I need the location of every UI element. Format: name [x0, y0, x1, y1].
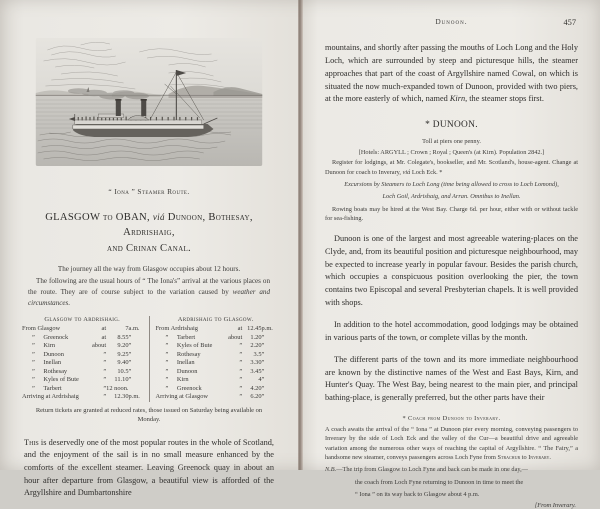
timetable-prefix: ”: [239, 384, 243, 392]
timetable-row: [156, 368, 277, 377]
timetable-time: 12.45: [247, 325, 262, 333]
timetable-row: [22, 325, 143, 334]
timetable-place: From Ardrishaig: [155, 325, 198, 333]
title-part-a: GLASGOW to OBAN,: [45, 212, 153, 223]
timetable-row: [22, 359, 143, 368]
timetable-row: [22, 385, 143, 394]
toll-note: Toll at piers one penny.: [422, 138, 481, 146]
paragraph-town-parts: The different parts of the town and its more immediate neighbourhood are known by the distinctive names of the West and East Bays, Kirn, and Hunter's Quay. The West Bay, being nearest to the main pier, and principal bathing-place, is generally preferred, but the other parts have their: [325, 354, 578, 403]
timetable-meridiem: ”: [261, 333, 265, 341]
section-heading-dunoon: * DUNOON.: [425, 120, 478, 131]
timetable-place: ” Kyles of Bute: [165, 342, 213, 350]
timetable-time: 1.20: [250, 333, 262, 341]
timetable-meridiem: ”: [261, 393, 265, 401]
timetable-meridiem: ”: [261, 384, 265, 392]
timetable-time: 4: [258, 376, 262, 384]
timetable-time: 6.20: [250, 393, 262, 401]
page-title: [28, 210, 270, 241]
timetable-time: 9.20: [117, 342, 129, 350]
left-body-text: is deservedly one of the most popular routes in the whole of Scotland, and the enjoyment of the sail is in no small measure enhanced by the comforts of the excellent steamer. Leaving Greenock quay in about an hour after departure from Glasgow, a beautiful view is afforded of the Argyllshire and Dumbartonshire: [24, 437, 274, 498]
timetable-place: From Glasgow: [22, 325, 61, 333]
timetable-prefix: ”: [103, 376, 107, 384]
page-number: 457: [563, 18, 576, 27]
timetable-place: Arriving at Ardrishaig: [22, 393, 79, 401]
paragraph-continuation-b: , the steamer stops first.: [465, 94, 544, 104]
timetable-meridiem: ”: [261, 342, 265, 350]
timetable-meridiem: ”: [261, 350, 265, 358]
nb-label: N.B.: [325, 466, 337, 474]
footnote-nb-line2: the coach from Loch Fyne returning to Dunoon in time to meet the: [355, 478, 524, 486]
timetable-outbound-heading: Glasgow to Ardrishaig.: [44, 316, 121, 324]
timetable-prefix: at: [237, 325, 243, 333]
rowing-boats-note: Rowing boats may be hired at the West Bay. Charge 6d. per hour, either with or without tackle for sea-fishing.: [325, 205, 578, 223]
timetable-time: 7: [125, 325, 129, 333]
register-text: Register for lodgings, at Mr. Colegate's, bookseller, and Mr. Scotland's, house-agent. Change at Dunoon for coach to Inverary,: [325, 159, 578, 176]
timetable-time: 11.10: [114, 376, 129, 384]
hotels-population-note: [Hotels: ARGYLL ; Crown ; Royal ; Queen's (at Kirn). Population 2842.]: [358, 148, 545, 156]
timetable-row: [156, 385, 277, 394]
paragraph-dunoon-description: Dunoon is one of the largest and most agreeable watering-places on the Clyde, and, from its beautiful position and picturesque neighbourhood, may be expected to increase yearly in popular favour. Besides the parish church, which occupies a conspicuous position overlooking the pier, the town contains two Episcopal and several Presbyterian chapels. It is well provided with shops.: [325, 233, 578, 308]
timetable-return-table: [156, 325, 277, 402]
timetable-place: ” Dunoon: [32, 350, 64, 358]
timetable-prefix: ”: [103, 350, 107, 358]
timetable-prefix: ”: [239, 350, 243, 358]
timetable-meridiem: ”: [261, 367, 265, 375]
register-via: viá: [402, 168, 411, 176]
timetable-place: ” Greenock: [165, 384, 202, 392]
timetable-place: ” Greenock: [32, 333, 69, 341]
timetable-row: [22, 368, 143, 377]
timetable-time: 9.25: [117, 350, 129, 358]
left-page: [0, 0, 298, 498]
timetable-time: 12.30: [114, 393, 129, 401]
timetable-prefix: ”: [239, 393, 243, 401]
timetable-meridiem: [129, 385, 143, 394]
timetable-time: 4.20: [250, 384, 262, 392]
return-tickets-note: Return tickets are granted at reduced rates, those issued on Saturday being available on Monday.: [35, 406, 263, 424]
timetable-row: [22, 393, 143, 402]
timetable-row: [22, 376, 143, 385]
timetable-meridiem: ”: [261, 359, 265, 367]
excursions-note-line2: Loch Goil, Ardrishaig, and Arran. Omnibus to Inellan.: [382, 193, 521, 201]
timetable-meridiem: p.m.: [261, 325, 273, 333]
engraving-svg: [22, 32, 276, 177]
timetable-prefix: ”: [239, 342, 243, 350]
timetable-row: [156, 359, 277, 368]
paragraph-continuation-a: mountains, and shortly after passing the mouths of Loch Long and the Holy Loch, which are surrounded by steep and picturesque hills, the steamer approaches that part of the coast of Argyllshire named Cowal, on which is situated the now much-expanded town of Dunoon, provided with two piers, at the more easterly of which, named: [325, 43, 578, 104]
timetable: [22, 316, 276, 402]
timetable-place: ” Tarbert: [32, 384, 62, 392]
timetable-meridiem: a.m.: [128, 325, 140, 333]
timetable-place: ” Inellan: [165, 359, 195, 367]
timetable-meridiem: ”: [128, 376, 132, 384]
timetable-time: 10.5: [117, 367, 129, 375]
timetable-prefix: ”: [239, 376, 243, 384]
timetable-return-body: [156, 325, 277, 402]
timetable-row: [22, 342, 143, 351]
timetable-time: 2.20: [250, 342, 262, 350]
timetable-place: ” Tarbert: [165, 333, 196, 341]
register-lodgings-note: [325, 158, 578, 177]
left-body-paragraph: [24, 437, 274, 500]
timetable-meridiem: ”: [128, 367, 132, 375]
timetable-row: [156, 376, 277, 385]
timetable-meridiem: ”: [128, 342, 132, 350]
footnote-place-inverary: Inverary: [528, 454, 550, 462]
paragraph-continuation: [325, 42, 578, 106]
timetable-prefix: at: [101, 333, 107, 341]
nb-text: —The trip from Glasgow to Loch Fyne and back can be made in one day,—: [336, 466, 528, 474]
timetable-place: ” Dunoon: [165, 367, 198, 375]
place-name-kirn: Kirn: [449, 94, 466, 104]
footnote-heading: * Coach from Dunoon to Inverary.: [402, 415, 501, 423]
title-part-b: Dunoon, Bothesay, Ardrishaig,: [123, 212, 253, 239]
timetable-prefix: ”: [103, 359, 107, 367]
footnote-source: [From Inverary.: [534, 502, 576, 509]
journey-note-text: The following are the usual hours of “ The Iona's” arrival at the various places on the route. They are of course subject to the variation caused by: [28, 277, 270, 296]
timetable-time: 9.40: [117, 359, 129, 367]
timetable-row: [156, 393, 277, 402]
register-end: Loch Eck. *: [410, 168, 443, 176]
journey-note-italic: weather and circumstances.: [28, 288, 270, 307]
timetable-prefix: ”: [103, 384, 107, 392]
title-via: viá: [152, 212, 165, 222]
timetable-meridiem: ”: [128, 359, 132, 367]
footnote-mid: to: [520, 454, 529, 462]
timetable-time: 3.5: [253, 350, 262, 358]
timetable-row: [156, 342, 277, 351]
footnote-place-strachur: Strachur: [497, 454, 521, 462]
timetable-prefix: about: [228, 333, 243, 341]
footnote-period: .: [549, 454, 551, 462]
timetable-row: [156, 334, 277, 343]
timetable-place: Arriving at Glasgow: [155, 393, 209, 401]
footnote-text: A coach awaits the arrival of the “ Iona ” at Dunoon pier every morning, conveying passengers to Inverary by the side of Loch Eck and the valley of the Cur—a beautiful drive and agreeable variation among the numerous other ways of reaching the capital of Argyllshire. “ The Fairy,” a handsome new steamer, conveys passengers across Loch Fyne from: [325, 426, 578, 462]
timetable-prefix: at: [101, 325, 107, 333]
page-subtitle: and Crinan Canal.: [107, 242, 191, 254]
paragraph-lodgings: In addition to the hotel accommodation, good lodgings may be obtained in various parts of the town, or complete villas by the month.: [325, 319, 578, 342]
timetable-prefix: about: [91, 342, 107, 350]
timetable-place: ” Kyles of Bute: [32, 376, 79, 384]
timetable-place: ” Rothesay: [32, 367, 68, 375]
timetable-place: ” Kirn: [165, 376, 189, 384]
timetable-outbound-table: [22, 325, 143, 402]
illustration-caption: “ Iona ” Steamer Route.: [108, 187, 190, 196]
timetable-prefix: ”: [103, 393, 107, 401]
timetable-row: [22, 351, 143, 360]
timetable-outbound: [22, 316, 143, 402]
timetable-prefix: ”: [239, 359, 243, 367]
timetable-meridiem: ”: [128, 333, 132, 341]
timetable-place: ” Inellan: [32, 359, 62, 367]
steamer-engraving-illustration: [22, 32, 276, 177]
timetable-time: 3.45: [250, 367, 262, 375]
timetable-return: [156, 316, 277, 402]
timetable-divider: [149, 316, 150, 402]
journey-note: [28, 276, 270, 308]
excursions-note-line1: Excursions by Steamers to Loch Long (time being allowed to cross to Loch Lomond),: [344, 181, 559, 189]
timetable-prefix: ”: [103, 367, 107, 375]
footnote-nb-line1: [325, 465, 578, 474]
timetable-meridiem: p.m.: [128, 393, 140, 401]
timetable-meridiem: ”: [128, 350, 132, 358]
running-head-title: Dunoon.: [435, 18, 468, 26]
timetable-row: [156, 351, 277, 360]
timetable-time: 3.30: [250, 359, 262, 367]
timetable-time: 12 noon.: [106, 384, 129, 392]
journey-lead: The journey all the way from Glasgow occupies about 12 hours.: [57, 264, 241, 273]
footnote-body: [325, 425, 578, 462]
timetable-row: [156, 325, 277, 334]
timetable-prefix: ”: [239, 367, 243, 375]
footnote-nb-line3: “ Iona ” on its way back to Glasgow about 4 p.m.: [355, 490, 480, 498]
timetable-return-heading: Ardrishaig to Glasgow.: [177, 316, 254, 324]
timetable-place: ” Kirn: [32, 342, 56, 350]
timetable-outbound-body: [22, 325, 143, 402]
timetable-place: ” Rothesay: [165, 350, 201, 358]
timetable-row: [22, 334, 143, 343]
running-head: [323, 18, 580, 26]
timetable-meridiem: ”: [261, 376, 265, 384]
drop-cap-word: This: [24, 437, 39, 447]
right-page: [303, 0, 600, 509]
timetable-time: 8.55: [117, 333, 129, 341]
